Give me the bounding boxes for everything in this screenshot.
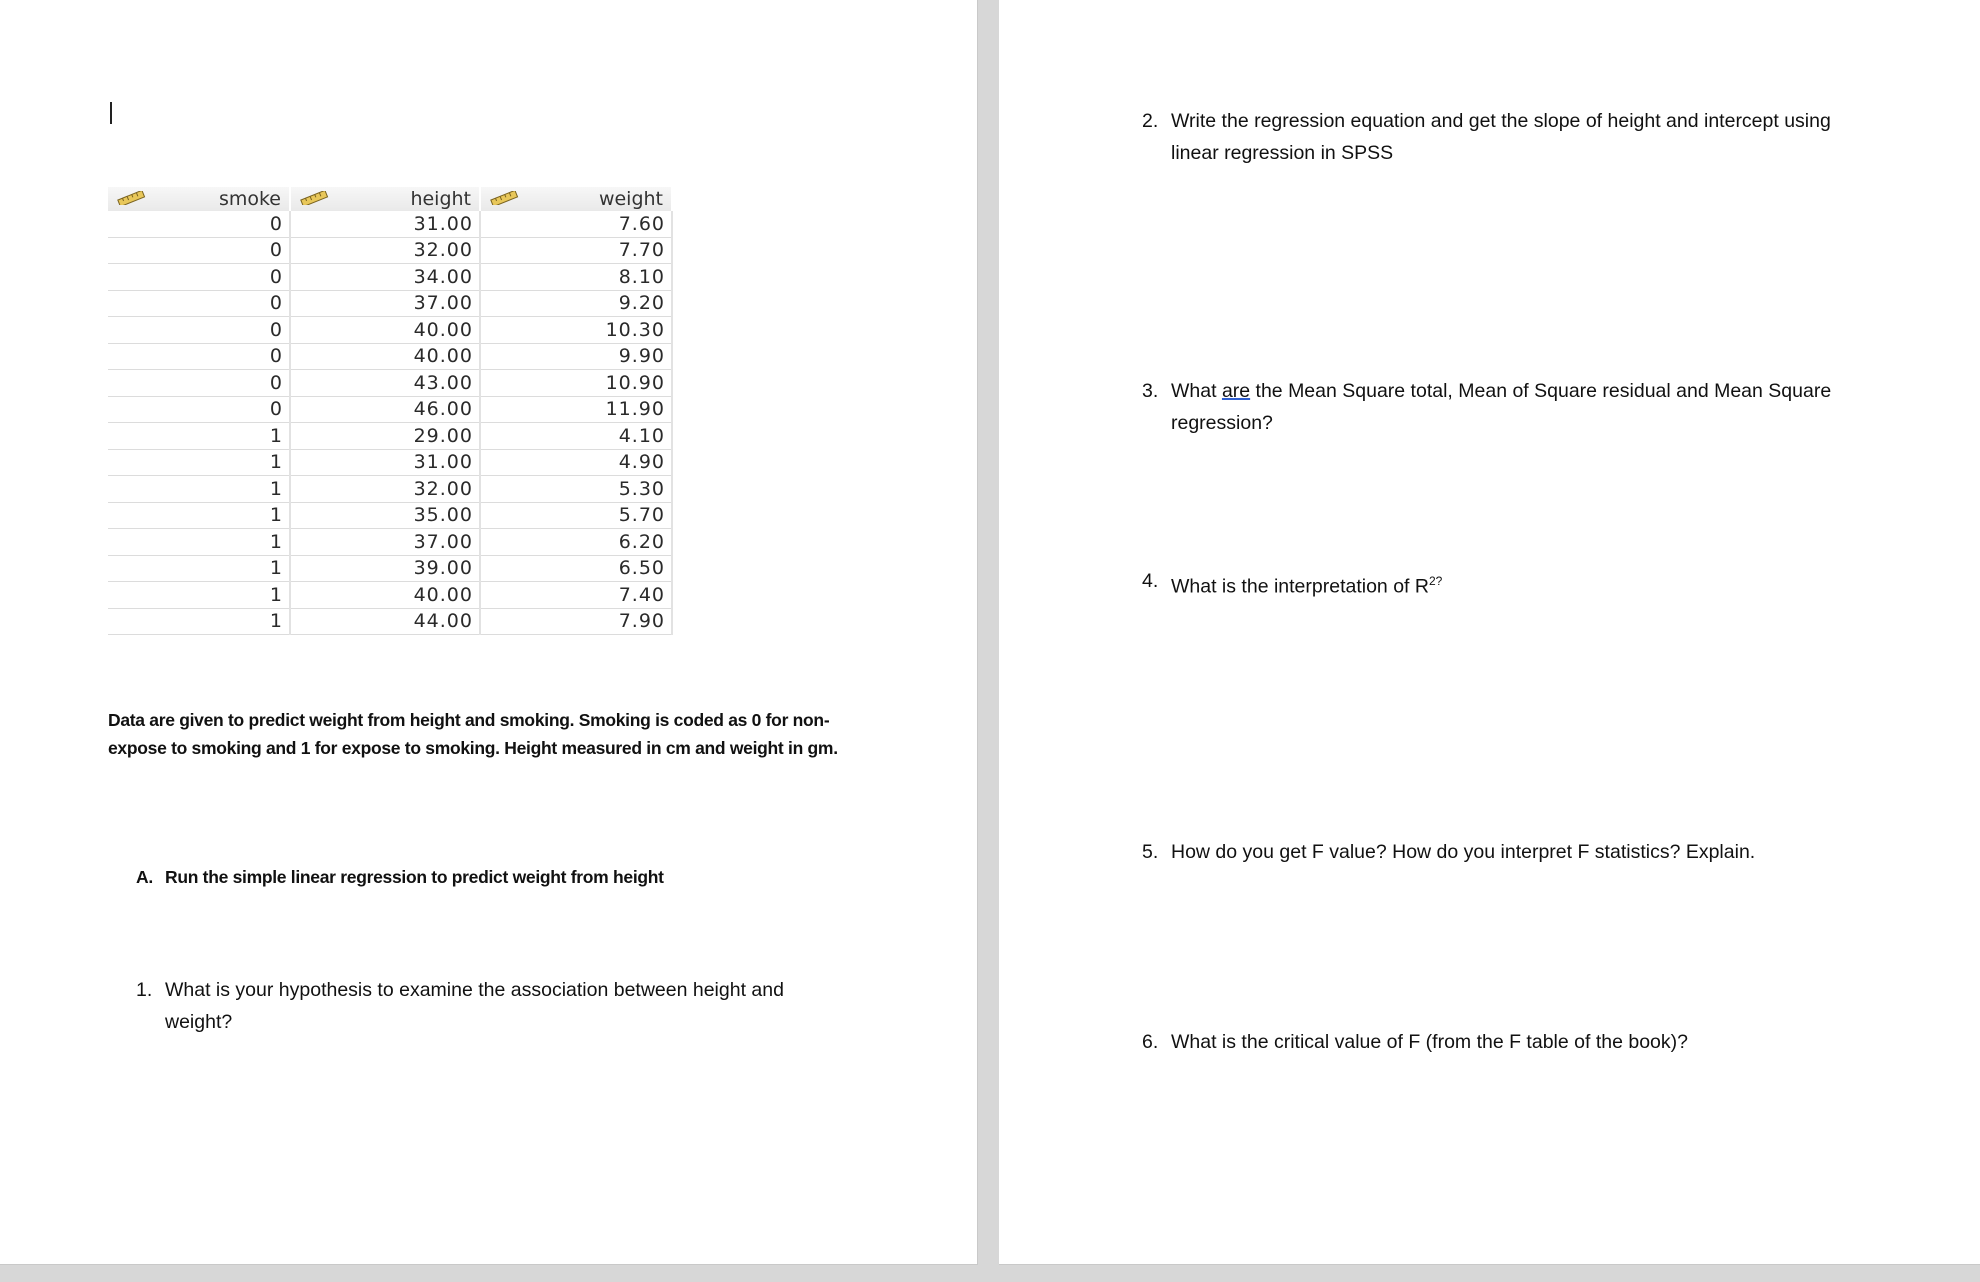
- table-row: [108, 423, 672, 450]
- table-cell-smoke[interactable]: 1: [108, 555, 290, 582]
- document-page-right: [999, 0, 1980, 1265]
- question-4: 4. What is the interpretation of $R^{2?}$: [1142, 570, 1443, 598]
- table-cell-smoke[interactable]: 1: [108, 608, 290, 635]
- table-cell-smoke[interactable]: 1: [108, 476, 290, 503]
- table-row: [108, 608, 672, 635]
- table-row: [108, 449, 672, 476]
- table-cell-weight[interactable]: 11.90: [480, 396, 672, 423]
- column-header-smoke[interactable]: [108, 187, 290, 211]
- table-cell-weight[interactable]: 5.70: [480, 502, 672, 529]
- table-cell-height[interactable]: 39.00: [290, 555, 480, 582]
- table-row: [108, 370, 672, 397]
- table-cell-height[interactable]: 40.00: [290, 343, 480, 370]
- table-cell-smoke[interactable]: 1: [108, 423, 290, 450]
- column-label: height: [410, 188, 471, 210]
- table-cell-smoke[interactable]: 0: [108, 396, 290, 423]
- ruler-scale-icon: [299, 188, 337, 210]
- question-6: 6. What is the critical value of F (from the F table of the book)?: [1142, 1031, 1688, 1053]
- table-cell-smoke[interactable]: 0: [108, 264, 290, 291]
- table-cell-height[interactable]: 31.00: [290, 211, 480, 237]
- table-row: [108, 555, 672, 582]
- table-cell-smoke[interactable]: 0: [108, 211, 290, 237]
- table-row: [108, 317, 672, 344]
- table-cell-height[interactable]: 40.00: [290, 317, 480, 344]
- table-cell-height[interactable]: 29.00: [290, 423, 480, 450]
- question-1: 1. What is your hypothesis to examine the association between height and weight?: [136, 979, 784, 1033]
- document-page-left: [0, 0, 978, 1265]
- table-row: [108, 502, 672, 529]
- table-cell-weight[interactable]: 10.30: [480, 317, 672, 344]
- table-row: [108, 343, 672, 370]
- table-cell-weight[interactable]: 7.70: [480, 237, 672, 264]
- table-cell-height[interactable]: 32.00: [290, 237, 480, 264]
- table-cell-smoke[interactable]: 0: [108, 290, 290, 317]
- table-row: [108, 237, 672, 264]
- table-row: [108, 529, 672, 556]
- table-cell-weight[interactable]: 7.90: [480, 608, 672, 635]
- ruler-scale-icon: [489, 188, 527, 210]
- table-cell-height[interactable]: 34.00: [290, 264, 480, 291]
- table-header-row: [108, 187, 672, 211]
- table-cell-smoke[interactable]: 0: [108, 237, 290, 264]
- section-a-heading: A. Run the simple linear regression to predict weight from height: [136, 867, 664, 887]
- column-label: weight: [598, 188, 663, 210]
- column-header-height[interactable]: [290, 187, 480, 211]
- table-cell-weight[interactable]: 6.50: [480, 555, 672, 582]
- question-2: 2. Write the regression equation and get the slope of height and intercept using linear regression in SPSS: [1142, 110, 1831, 164]
- table-cell-height[interactable]: 43.00: [290, 370, 480, 397]
- table-cell-smoke[interactable]: 0: [108, 317, 290, 344]
- table-cell-smoke[interactable]: 1: [108, 502, 290, 529]
- table-cell-weight[interactable]: 4.90: [480, 449, 672, 476]
- spelling-squiggle: are: [1221, 380, 1251, 402]
- table-cell-smoke[interactable]: 0: [108, 343, 290, 370]
- table-cell-weight[interactable]: 9.90: [480, 343, 672, 370]
- table-cell-height[interactable]: 31.00: [290, 449, 480, 476]
- table-cell-height[interactable]: 37.00: [290, 529, 480, 556]
- table-cell-height[interactable]: 32.00: [290, 476, 480, 503]
- table-row: [108, 582, 672, 609]
- column-label: smoke: [218, 188, 281, 210]
- table-cell-weight[interactable]: 6.20: [480, 529, 672, 556]
- table-row: [108, 396, 672, 423]
- table-cell-height[interactable]: 35.00: [290, 502, 480, 529]
- table-row: [108, 290, 672, 317]
- table-cell-smoke[interactable]: 1: [108, 449, 290, 476]
- table-cell-height[interactable]: 46.00: [290, 396, 480, 423]
- table-cell-smoke[interactable]: 0: [108, 370, 290, 397]
- text-cursor: [110, 102, 112, 124]
- table-cell-weight[interactable]: 10.90: [480, 370, 672, 397]
- table-cell-smoke[interactable]: 1: [108, 529, 290, 556]
- column-header-weight[interactable]: [480, 187, 672, 211]
- table-cell-weight[interactable]: 4.10: [480, 423, 672, 450]
- table-cell-weight[interactable]: 5.30: [480, 476, 672, 503]
- question-5: 5. How do you get F value? How do you interpret F statistics? Explain.: [1142, 841, 1756, 863]
- question-3: 3. What are the Mean Square total, Mean of Square residual and Mean Square regression?: [1142, 380, 1832, 434]
- table-row: [108, 264, 672, 291]
- table-cell-height[interactable]: 40.00: [290, 582, 480, 609]
- data-description: Data are given to predict weight from height and smoking. Smoking is coded as 0 for non-expose to smoking and 1 for expose to smoking. Height measured in cm and weight in gm.: [108, 710, 838, 758]
- table-row: [108, 211, 672, 237]
- data-table: [108, 187, 673, 635]
- table-row: [108, 476, 672, 503]
- table-cell-weight[interactable]: 7.40: [480, 582, 672, 609]
- table-cell-smoke[interactable]: 1: [108, 582, 290, 609]
- table-cell-height[interactable]: 37.00: [290, 290, 480, 317]
- table-cell-weight[interactable]: 9.20: [480, 290, 672, 317]
- table-cell-weight[interactable]: 8.10: [480, 264, 672, 291]
- ruler-scale-icon: [116, 188, 154, 210]
- table-cell-weight[interactable]: 7.60: [480, 211, 672, 237]
- table-cell-height[interactable]: 44.00: [290, 608, 480, 635]
